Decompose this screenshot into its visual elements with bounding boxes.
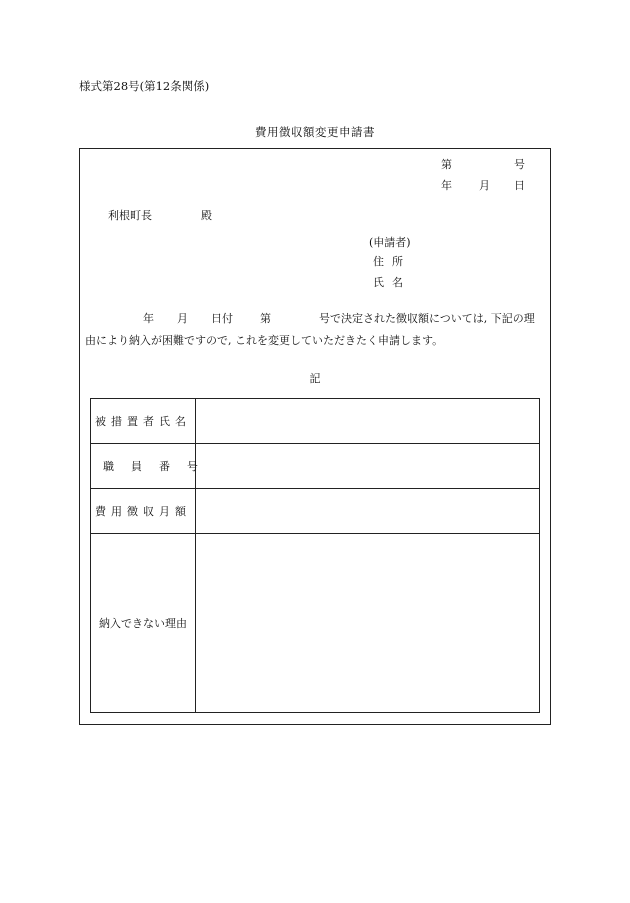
body-line1-rest: 号で決定された徴収額については, 下記の理 (319, 312, 535, 325)
date-day: 日 (514, 179, 525, 192)
table-row (91, 534, 540, 713)
number-suffix: 号 (514, 158, 525, 171)
body-day-issued: 日付 (211, 312, 233, 325)
date-line (0, 177, 630, 191)
address-label: 住所 (373, 255, 411, 268)
number-line (0, 156, 630, 170)
table-value-cell[interactable] (196, 399, 540, 444)
date-month: 月 (479, 179, 490, 192)
record-heading: 記 (309, 372, 321, 385)
table-label-cell: 被措置者氏名 (91, 399, 196, 444)
applicant-label: (申請者) (369, 236, 411, 249)
addressee-name: 利根町長 (108, 209, 152, 222)
table-value-cell[interactable] (196, 534, 540, 713)
table-row (91, 489, 540, 534)
table-value-cell[interactable] (196, 444, 540, 489)
number-prefix: 第 (441, 158, 452, 171)
addressee-honorific: 殿 (201, 209, 212, 222)
detail-table (90, 398, 540, 713)
body-month: 月 (177, 312, 188, 325)
table-label-cell: 納入できない理由 (91, 534, 196, 713)
table-label-cell: 職員番号 (91, 444, 196, 489)
body-text-line-1 (79, 310, 551, 324)
name-label: 氏名 (373, 276, 411, 289)
table-row (91, 444, 540, 489)
table-row (91, 399, 540, 444)
body-text-line-2: 由により納入が困難ですので, これを変更していただきたく申請します。 (85, 334, 444, 347)
table-value-cell[interactable] (196, 489, 540, 534)
body-year: 年 (143, 312, 154, 325)
form-reference: 様式第28号(第12条関係) (79, 79, 210, 93)
table-label-cell: 費用徴収月額 (91, 489, 196, 534)
date-year: 年 (441, 179, 452, 192)
document-title: 費用徴収額変更申請書 (255, 125, 375, 139)
body-number-prefix: 第 (260, 312, 271, 325)
